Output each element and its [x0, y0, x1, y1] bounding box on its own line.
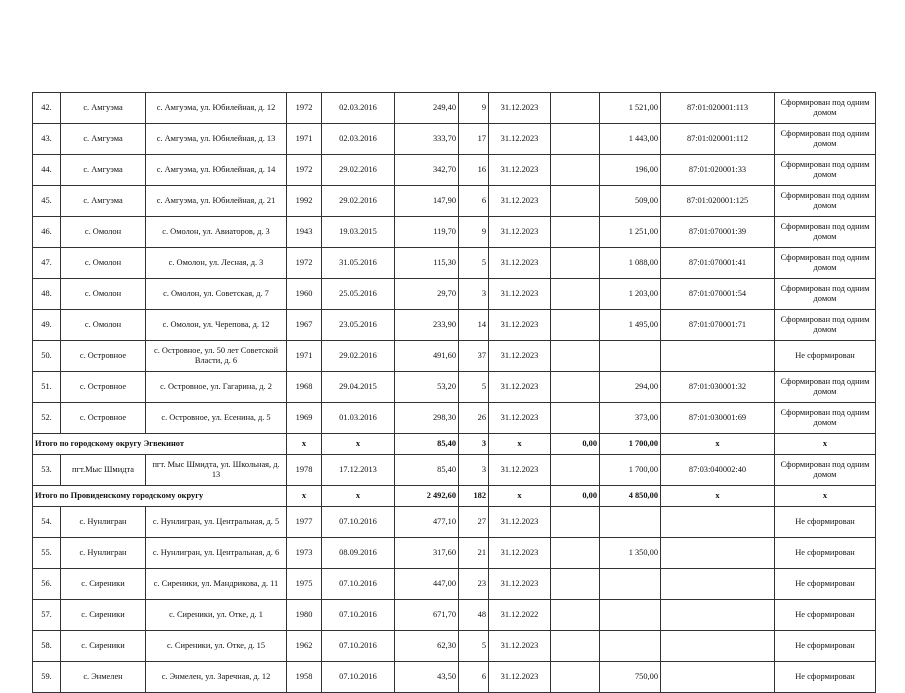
address-cell: с. Энмелен, ул. Заречная, д. 12	[146, 662, 287, 693]
land-status-cell: Сформирован под одним домом	[775, 155, 876, 186]
subtotal-amount-cell: 0,00	[551, 486, 600, 507]
area-cell: 119,70	[395, 217, 459, 248]
planned-date-cell: 31.12.2023	[489, 507, 551, 538]
row-number-cell: 42.	[33, 93, 61, 124]
land-area-cell	[600, 569, 661, 600]
year-built-cell: 1943	[287, 217, 322, 248]
area-cell: 249,40	[395, 93, 459, 124]
residents-cell: 14	[459, 310, 489, 341]
land-area-cell	[600, 507, 661, 538]
amount-cell	[551, 600, 600, 631]
address-cell: с. Островное, ул. 50 лет Советской Власти, д. 6	[146, 341, 287, 372]
row-number-cell: 48.	[33, 279, 61, 310]
planned-date-cell: 31.12.2023	[489, 341, 551, 372]
land-area-cell: 1 088,00	[600, 248, 661, 279]
residents-cell: 6	[459, 186, 489, 217]
locality-cell: с. Сиреники	[61, 631, 146, 662]
emergency-date-cell: 29.02.2016	[322, 341, 395, 372]
area-cell: 298,30	[395, 403, 459, 434]
planned-date-cell: 31.12.2023	[489, 662, 551, 693]
land-status-cell: Сформирован под одним домом	[775, 310, 876, 341]
amount-cell	[551, 372, 600, 403]
housing-register-table	[32, 92, 876, 693]
subtotal-row	[33, 486, 876, 507]
residents-cell: 3	[459, 455, 489, 486]
row-number-cell: 45.	[33, 186, 61, 217]
row-number-cell: 44.	[33, 155, 61, 186]
address-cell: с. Омолон, ул. Советская, д. 7	[146, 279, 287, 310]
subtotal-status-cell: x	[775, 486, 876, 507]
year-built-cell: 1992	[287, 186, 322, 217]
amount-cell	[551, 538, 600, 569]
subtotal-label: Итого по Провиденскому городскому округу	[33, 486, 287, 507]
year-built-cell: 1971	[287, 341, 322, 372]
area-cell: 447,00	[395, 569, 459, 600]
locality-cell: с. Амгуэма	[61, 93, 146, 124]
planned-date-cell: 31.12.2023	[489, 403, 551, 434]
cadastral-number-cell	[661, 569, 775, 600]
residents-cell: 48	[459, 600, 489, 631]
table-row	[33, 662, 876, 693]
planned-date-cell: 31.12.2023	[489, 538, 551, 569]
cadastral-number-cell	[661, 341, 775, 372]
amount-cell	[551, 186, 600, 217]
planned-date-cell: 31.12.2023	[489, 248, 551, 279]
subtotal-date-cell: x	[322, 486, 395, 507]
table-row	[33, 186, 876, 217]
area-cell: 477,10	[395, 507, 459, 538]
locality-cell: с. Островное	[61, 403, 146, 434]
subtotal-land-area-cell: 4 850,00	[600, 486, 661, 507]
row-number-cell: 56.	[33, 569, 61, 600]
land-area-cell	[600, 631, 661, 662]
table-body	[33, 93, 876, 693]
land-status-cell: Не сформирован	[775, 538, 876, 569]
address-cell: пгт. Мыс Шмидта, ул. Школьная, д. 13	[146, 455, 287, 486]
emergency-date-cell: 31.05.2016	[322, 248, 395, 279]
table-row	[33, 631, 876, 662]
locality-cell: с. Сиреники	[61, 600, 146, 631]
subtotal-label: Итого по городскому округу Эгвекинот	[33, 434, 287, 455]
emergency-date-cell: 08.09.2016	[322, 538, 395, 569]
locality-cell: с. Амгуэма	[61, 124, 146, 155]
residents-cell: 23	[459, 569, 489, 600]
area-cell: 85,40	[395, 455, 459, 486]
row-number-cell: 43.	[33, 124, 61, 155]
cadastral-number-cell: 87:01:020001:33	[661, 155, 775, 186]
land-area-cell	[600, 600, 661, 631]
land-status-cell: Не сформирован	[775, 662, 876, 693]
emergency-date-cell: 29.02.2016	[322, 186, 395, 217]
row-number-cell: 52.	[33, 403, 61, 434]
planned-date-cell: 31.12.2023	[489, 279, 551, 310]
emergency-date-cell: 29.04.2015	[322, 372, 395, 403]
land-status-cell: Сформирован под одним домом	[775, 403, 876, 434]
emergency-date-cell: 02.03.2016	[322, 93, 395, 124]
year-built-cell: 1967	[287, 310, 322, 341]
subtotal-year-cell: x	[287, 434, 322, 455]
land-area-cell: 509,00	[600, 186, 661, 217]
cadastral-number-cell: 87:03:040002:40	[661, 455, 775, 486]
subtotal-residents-cell: 3	[459, 434, 489, 455]
land-status-cell: Сформирован под одним домом	[775, 217, 876, 248]
year-built-cell: 1972	[287, 155, 322, 186]
cadastral-number-cell: 87:01:020001:125	[661, 186, 775, 217]
amount-cell	[551, 124, 600, 155]
land-area-cell: 373,00	[600, 403, 661, 434]
residents-cell: 3	[459, 279, 489, 310]
address-cell: с. Нунлигран, ул. Центральная, д. 6	[146, 538, 287, 569]
planned-date-cell: 31.12.2023	[489, 310, 551, 341]
cadastral-number-cell: 87:01:070001:54	[661, 279, 775, 310]
table-row	[33, 124, 876, 155]
locality-cell: с. Нунлигран	[61, 538, 146, 569]
subtotal-area-cell: 2 492,60	[395, 486, 459, 507]
amount-cell	[551, 569, 600, 600]
year-built-cell: 1971	[287, 124, 322, 155]
planned-date-cell: 31.12.2023	[489, 155, 551, 186]
area-cell: 115,30	[395, 248, 459, 279]
planned-date-cell: 31.12.2023	[489, 631, 551, 662]
emergency-date-cell: 17.12.2013	[322, 455, 395, 486]
cadastral-number-cell: 87:01:020001:112	[661, 124, 775, 155]
year-built-cell: 1973	[287, 538, 322, 569]
emergency-date-cell: 07.10.2016	[322, 662, 395, 693]
address-cell: с. Омолон, ул. Авиаторов, д. 3	[146, 217, 287, 248]
area-cell: 317,60	[395, 538, 459, 569]
amount-cell	[551, 93, 600, 124]
locality-cell: с. Островное	[61, 372, 146, 403]
planned-date-cell: 31.12.2023	[489, 186, 551, 217]
cadastral-number-cell: 87:01:070001:39	[661, 217, 775, 248]
table-row	[33, 217, 876, 248]
subtotal-residents-cell: 182	[459, 486, 489, 507]
residents-cell: 5	[459, 631, 489, 662]
land-area-cell: 750,00	[600, 662, 661, 693]
cadastral-number-cell	[661, 507, 775, 538]
area-cell: 671,70	[395, 600, 459, 631]
planned-date-cell: 31.12.2023	[489, 217, 551, 248]
cadastral-number-cell	[661, 631, 775, 662]
locality-cell: с. Омолон	[61, 310, 146, 341]
land-status-cell: Не сформирован	[775, 507, 876, 538]
emergency-date-cell: 07.10.2016	[322, 631, 395, 662]
year-built-cell: 1978	[287, 455, 322, 486]
subtotal-area-cell: 85,40	[395, 434, 459, 455]
area-cell: 62,30	[395, 631, 459, 662]
land-area-cell: 1 350,00	[600, 538, 661, 569]
amount-cell	[551, 310, 600, 341]
locality-cell: с. Амгуэма	[61, 186, 146, 217]
land-area-cell: 1 251,00	[600, 217, 661, 248]
land-status-cell: Не сформирован	[775, 600, 876, 631]
subtotal-date-cell: x	[322, 434, 395, 455]
row-number-cell: 53.	[33, 455, 61, 486]
land-status-cell: Не сформирован	[775, 569, 876, 600]
residents-cell: 9	[459, 93, 489, 124]
address-cell: с. Амгуэма, ул. Юбилейная, д. 21	[146, 186, 287, 217]
residents-cell: 37	[459, 341, 489, 372]
emergency-date-cell: 07.10.2016	[322, 507, 395, 538]
emergency-date-cell: 29.02.2016	[322, 155, 395, 186]
land-area-cell: 1 700,00	[600, 455, 661, 486]
residents-cell: 16	[459, 155, 489, 186]
amount-cell	[551, 341, 600, 372]
locality-cell: с. Энмелен	[61, 662, 146, 693]
row-number-cell: 57.	[33, 600, 61, 631]
land-status-cell: Сформирован под одним домом	[775, 124, 876, 155]
residents-cell: 5	[459, 248, 489, 279]
table-row	[33, 279, 876, 310]
residents-cell: 21	[459, 538, 489, 569]
area-cell: 29,70	[395, 279, 459, 310]
address-cell: с. Омолон, ул. Лесная, д. 3	[146, 248, 287, 279]
subtotal-year-cell: x	[287, 486, 322, 507]
year-built-cell: 1980	[287, 600, 322, 631]
table-row	[33, 93, 876, 124]
planned-date-cell: 31.12.2023	[489, 372, 551, 403]
row-number-cell: 50.	[33, 341, 61, 372]
table-row	[33, 507, 876, 538]
table-row	[33, 403, 876, 434]
amount-cell	[551, 279, 600, 310]
subtotal-cadastral-cell: x	[661, 486, 775, 507]
year-built-cell: 1972	[287, 248, 322, 279]
locality-cell: с. Островное	[61, 341, 146, 372]
address-cell: с. Островное, ул. Гагарина, д. 2	[146, 372, 287, 403]
cadastral-number-cell: 87:01:030001:32	[661, 372, 775, 403]
land-status-cell: Сформирован под одним домом	[775, 455, 876, 486]
year-built-cell: 1968	[287, 372, 322, 403]
row-number-cell: 55.	[33, 538, 61, 569]
table-row	[33, 155, 876, 186]
land-status-cell: Не сформирован	[775, 341, 876, 372]
address-cell: с. Сиреники, ул. Мандрикова, д. 11	[146, 569, 287, 600]
table-row	[33, 455, 876, 486]
amount-cell	[551, 455, 600, 486]
cadastral-number-cell: 87:01:070001:71	[661, 310, 775, 341]
year-built-cell: 1958	[287, 662, 322, 693]
cadastral-number-cell	[661, 662, 775, 693]
residents-cell: 9	[459, 217, 489, 248]
land-status-cell: Сформирован под одним домом	[775, 279, 876, 310]
emergency-date-cell: 02.03.2016	[322, 124, 395, 155]
cadastral-number-cell: 87:01:070001:41	[661, 248, 775, 279]
land-area-cell: 1 495,00	[600, 310, 661, 341]
year-built-cell: 1977	[287, 507, 322, 538]
row-number-cell: 58.	[33, 631, 61, 662]
table-row	[33, 538, 876, 569]
table-row	[33, 372, 876, 403]
amount-cell	[551, 631, 600, 662]
amount-cell	[551, 403, 600, 434]
locality-cell: с. Омолон	[61, 217, 146, 248]
year-built-cell: 1960	[287, 279, 322, 310]
land-area-cell	[600, 341, 661, 372]
land-status-cell: Сформирован под одним домом	[775, 186, 876, 217]
address-cell: с. Островное, ул. Есенина, д. 5	[146, 403, 287, 434]
row-number-cell: 46.	[33, 217, 61, 248]
residents-cell: 27	[459, 507, 489, 538]
locality-cell: с. Омолон	[61, 248, 146, 279]
subtotal-cadastral-cell: x	[661, 434, 775, 455]
area-cell: 147,90	[395, 186, 459, 217]
locality-cell: с. Омолон	[61, 279, 146, 310]
residents-cell: 5	[459, 372, 489, 403]
year-built-cell: 1969	[287, 403, 322, 434]
emergency-date-cell: 19.03.2015	[322, 217, 395, 248]
emergency-date-cell: 25.05.2016	[322, 279, 395, 310]
planned-date-cell: 31.12.2023	[489, 93, 551, 124]
amount-cell	[551, 662, 600, 693]
area-cell: 43,50	[395, 662, 459, 693]
subtotal-land-area-cell: 1 700,00	[600, 434, 661, 455]
locality-cell: с. Нунлигран	[61, 507, 146, 538]
locality-cell: с. Амгуэма	[61, 155, 146, 186]
subtotal-plan-cell: x	[489, 486, 551, 507]
land-area-cell: 196,00	[600, 155, 661, 186]
area-cell: 233,90	[395, 310, 459, 341]
cadastral-number-cell	[661, 538, 775, 569]
land-status-cell: Сформирован под одним домом	[775, 248, 876, 279]
subtotal-row	[33, 434, 876, 455]
locality-cell: пгт.Мыс Шмидта	[61, 455, 146, 486]
land-area-cell: 1 443,00	[600, 124, 661, 155]
residents-cell: 6	[459, 662, 489, 693]
emergency-date-cell: 23.05.2016	[322, 310, 395, 341]
planned-date-cell: 31.12.2023	[489, 569, 551, 600]
land-status-cell: Сформирован под одним домом	[775, 93, 876, 124]
area-cell: 53,20	[395, 372, 459, 403]
planned-date-cell: 31.12.2023	[489, 455, 551, 486]
table-row	[33, 600, 876, 631]
amount-cell	[551, 507, 600, 538]
table-row	[33, 341, 876, 372]
year-built-cell: 1975	[287, 569, 322, 600]
locality-cell: с. Сиреники	[61, 569, 146, 600]
row-number-cell: 49.	[33, 310, 61, 341]
address-cell: с. Нунлигран, ул. Центральная, д. 5	[146, 507, 287, 538]
subtotal-plan-cell: x	[489, 434, 551, 455]
residents-cell: 17	[459, 124, 489, 155]
land-area-cell: 1 203,00	[600, 279, 661, 310]
address-cell: с. Сиреники, ул. Отке, д. 15	[146, 631, 287, 662]
amount-cell	[551, 217, 600, 248]
emergency-date-cell: 07.10.2016	[322, 569, 395, 600]
row-number-cell: 54.	[33, 507, 61, 538]
subtotal-status-cell: x	[775, 434, 876, 455]
row-number-cell: 51.	[33, 372, 61, 403]
residents-cell: 26	[459, 403, 489, 434]
table-row	[33, 310, 876, 341]
row-number-cell: 59.	[33, 662, 61, 693]
land-area-cell: 294,00	[600, 372, 661, 403]
amount-cell	[551, 248, 600, 279]
emergency-date-cell: 07.10.2016	[322, 600, 395, 631]
year-built-cell: 1962	[287, 631, 322, 662]
cadastral-number-cell	[661, 600, 775, 631]
planned-date-cell: 31.12.2022	[489, 600, 551, 631]
subtotal-amount-cell: 0,00	[551, 434, 600, 455]
address-cell: с. Сиреники, ул. Отке, д. 1	[146, 600, 287, 631]
land-status-cell: Сформирован под одним домом	[775, 372, 876, 403]
table-row	[33, 248, 876, 279]
year-built-cell: 1972	[287, 93, 322, 124]
planned-date-cell: 31.12.2023	[489, 124, 551, 155]
land-area-cell: 1 521,00	[600, 93, 661, 124]
cadastral-number-cell: 87:01:030001:69	[661, 403, 775, 434]
address-cell: с. Амгуэма, ул. Юбилейная, д. 13	[146, 124, 287, 155]
amount-cell	[551, 155, 600, 186]
address-cell: с. Амгуэма, ул. Юбилейная, д. 14	[146, 155, 287, 186]
area-cell: 491,60	[395, 341, 459, 372]
land-status-cell: Не сформирован	[775, 631, 876, 662]
table-row	[33, 569, 876, 600]
address-cell: с. Омолон, ул. Черепова, д. 12	[146, 310, 287, 341]
area-cell: 333,70	[395, 124, 459, 155]
emergency-date-cell: 01.03.2016	[322, 403, 395, 434]
address-cell: с. Амгуэма, ул. Юбилейная, д. 12	[146, 93, 287, 124]
cadastral-number-cell: 87:01:020001:113	[661, 93, 775, 124]
area-cell: 342,70	[395, 155, 459, 186]
row-number-cell: 47.	[33, 248, 61, 279]
